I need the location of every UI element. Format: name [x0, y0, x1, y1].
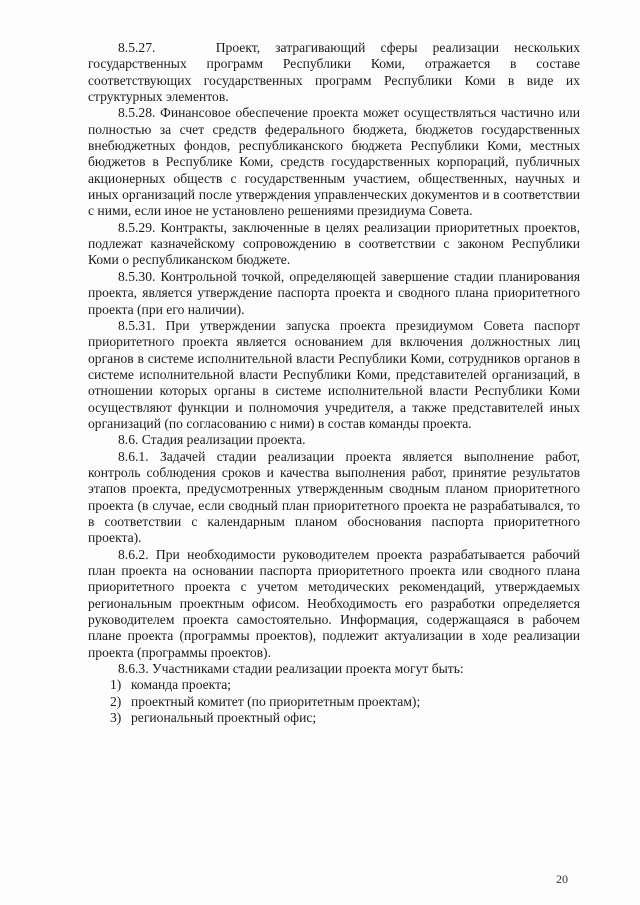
paragraph-8-5-27: 8.5.27. Проект, затрагивающий сферы реализации нескольких государственных программ Республики Коми, отражается в составе соответствующих государственных программ Республики Коми в виде их структурных элементов. [88, 40, 584, 105]
list-item-number: 2) [110, 693, 122, 709]
list-item [88, 677, 580, 693]
list-item-text: проектный комитет (по приоритетным проектам); [131, 693, 421, 709]
paragraph-8-5-29: 8.5.29. Контракты, заключенные в целях реализации приоритетных проектов, подлежат казначейскому сопровождению в соответствии с законом Республики Коми о республиканском бюджете. [88, 219, 580, 268]
section-heading-8-6: 8.6. Стадия реализации проекта. [118, 432, 306, 448]
page-number: 20 [556, 872, 568, 886]
list-item [88, 710, 580, 726]
list-item-text: региональный проектный офис; [131, 710, 317, 726]
paragraph-8-6-2: 8.6.2. При необходимости руководителем проекта разрабатывается рабочий план проекта на основании паспорта приоритетного проекта или сводного плана приоритетного проекта с учетом методических рекомендаций, утверждаемых региональным проектным офисом. Необходимость его разработки определяется руководителем проекта самостоятельно. Информация, содержащаяся в рабочем плане проекта (программы проектов), подлежит актуализации в ходе реализации проекта (программы проектов). [88, 546, 580, 660]
paragraph-8-5-30: 8.5.30. Контрольной точкой, определяющей завершение стадии планирования проекта, является утверждение паспорта проекта и сводного плана приоритетного проекта (при его наличии). [88, 268, 580, 317]
paragraph-8-5-28: 8.5.28. Финансовое обеспечение проекта может осуществляться частично или полностью за счет средств федерального бюджета, бюджетов государственных внебюджетных фондов, республиканского бюджета Республики Коми, местных бюджетов в Республике Коми, средств государственных корпораций, публичных акционерных обществ с государственным участием, общественных, научных и иных организаций после утверждения управленческих документов и в соответствии с ними, если иное не установлено решениями президиума Совета. [88, 105, 580, 219]
paragraph-8-6-1: 8.6.1. Задачей стадии реализации проекта является выполнение работ, контроль соблюдения сроков и качества выполнения работ, принятие результатов этапов проекта, предусмотренных утвержденным сводным планом приоритетного проекта (в случае, если сводный план приоритетного проекта не разрабатывался, то в соответствии с календарным планом обоснования паспорта приоритетного проекта). [88, 448, 580, 546]
paragraph-8-5-31: 8.5.31. При утверждении запуска проекта президиумом Совета паспорт приоритетного проекта является основанием для включения должностных лиц органов в системе исполнительной власти Республики Коми, сотрудников органов в системе исполнительной власти Республики Коми, представителей организаций, в отношении которых органы в системе исполнительной власти Республики Коми осуществляют функции и полномочия учредителя, а также представителей иных организаций (по согласованию с ними) в состав команды проекта. [88, 317, 580, 431]
document-body [88, 40, 584, 726]
paragraph-8-6-3: 8.6.3. Участниками стадии реализации проекта могут быть: [118, 661, 464, 677]
list-item-number: 3) [110, 710, 122, 726]
participants-list [88, 677, 580, 726]
list-item-text: команда проекта; [131, 677, 232, 693]
list-item-number: 1) [110, 677, 122, 693]
list-item [88, 694, 580, 710]
